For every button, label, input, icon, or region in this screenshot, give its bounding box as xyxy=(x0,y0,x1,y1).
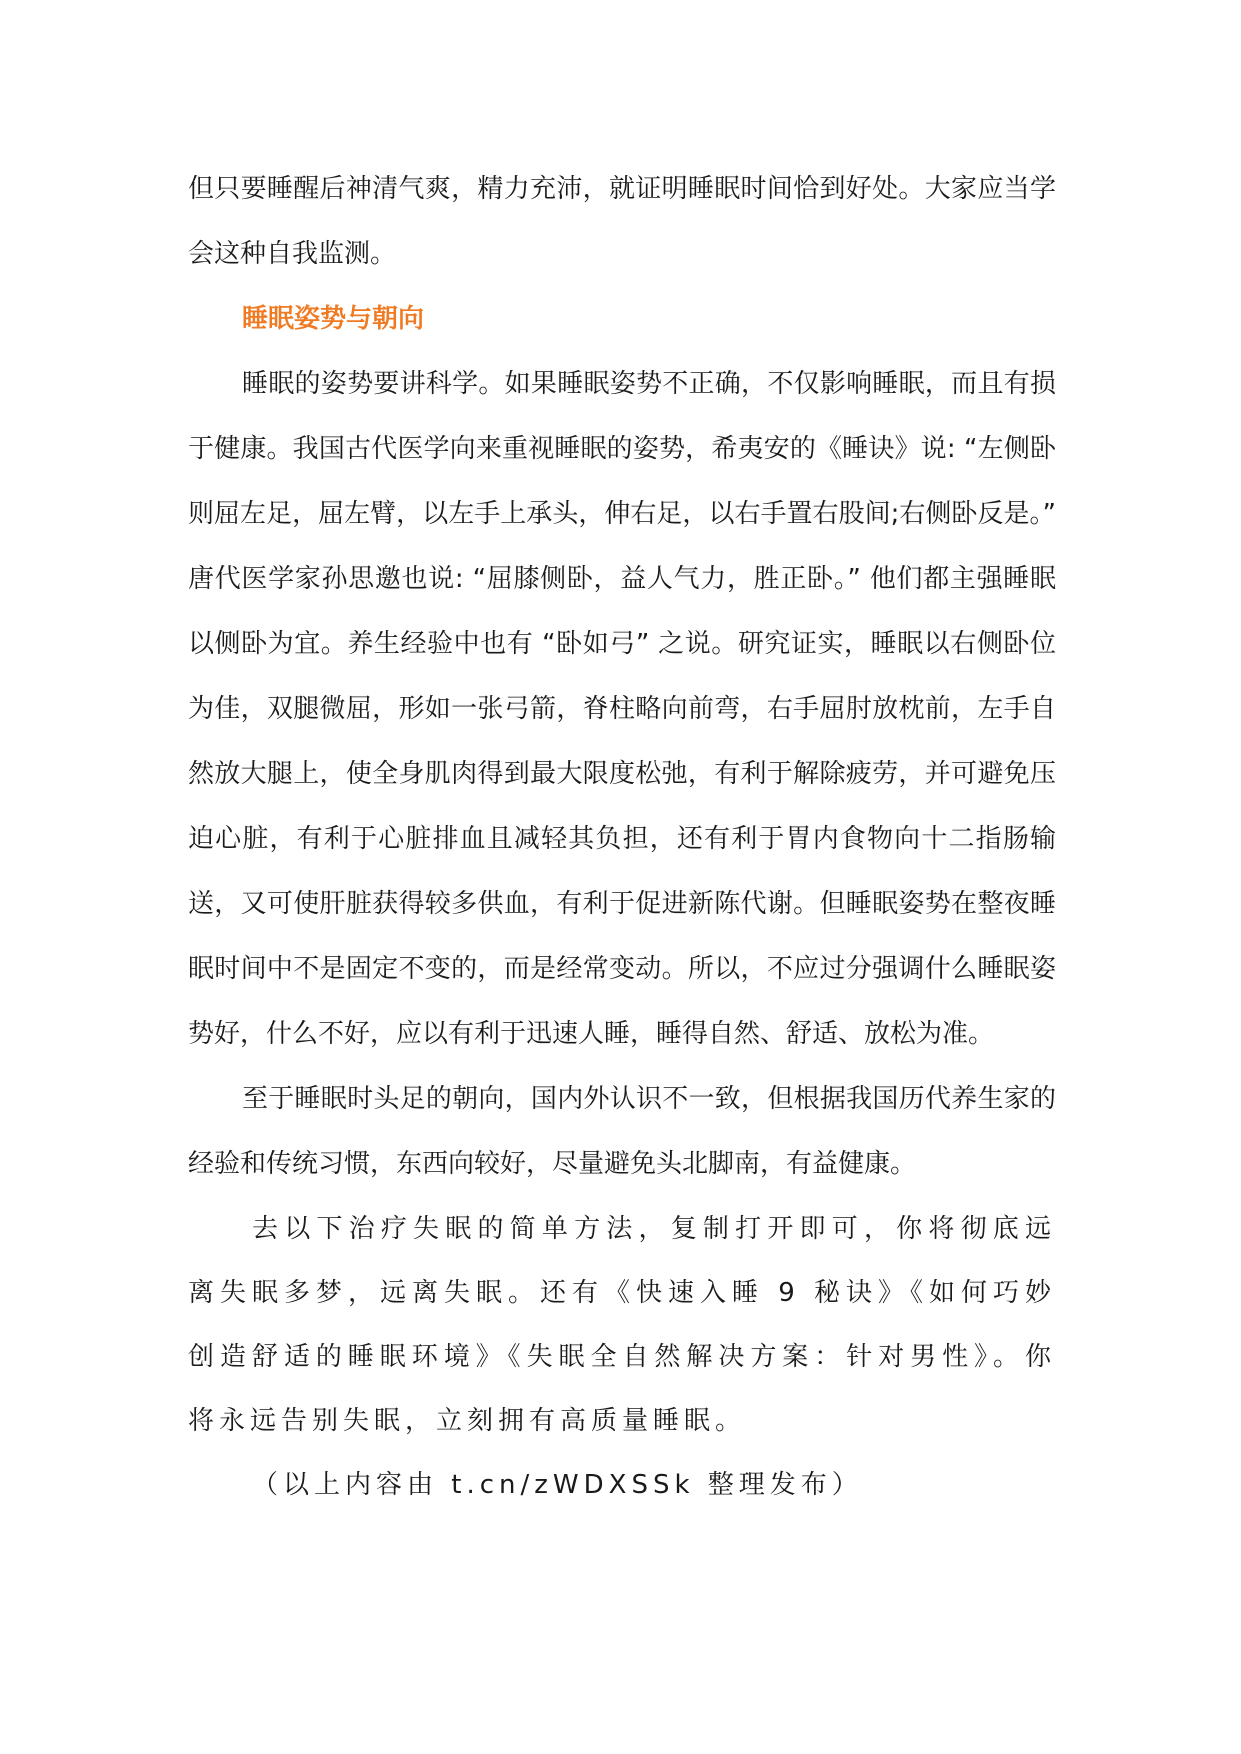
paragraph-continued: 但只要睡醒后神清气爽，精力充沛，就证明睡眠时间恰到好处。大家应当学会这种自我监测。 xyxy=(188,174,1056,269)
document-body xyxy=(188,157,1056,1517)
credit-line: （以上内容由 t.cn/zWDXSSk 整理发布） xyxy=(252,1470,863,1500)
paragraph-posture: 睡眠的姿势要讲科学。如果睡眠姿势不正确，不仅影响睡眠，而且有损于健康。我国古代医学向来重视睡眠的姿势，希夷安的《睡诀》说: “左侧卧则屈左足，屈左臂，以左手上承头，伸右足，以右手置右股间;右侧卧反是。” 唐代医学家孙思邀也说: “屈膝侧卧，益人气力，胜正卧。” 他们都主强睡眠以侧卧为宜。养生经验中也有 “卧如弓” 之说。研究证实，睡眠以右侧卧位为佳，双腿微屈，形如一张弓箭，脊柱略向前弯，右手屈肘放枕前，左手自然放大腿上，使全身肌肉得到最大限度松弛，有利于解除疲劳，并可避免压迫心脏，有利于心脏排血且减轻其负担，还有利于胃内食物向十二指肠输送，又可使肝脏获得较多供血，有利于促进新陈代谢。但睡眠姿势在整夜睡眠时间中不是固定不变的，而是经常变动。所以，不应过分强调什么睡眠姿势好，什么不好，应以有利于迅速人睡，睡得自然、舒适、放松为准。 xyxy=(188,369,1056,1049)
paragraph-orientation: 至于睡眠时头足的朝向，国内外认识不一致，但根据我国历代养生家的经验和传统习惯，东西向较好，尽量避免头北脚南，有益健康。 xyxy=(188,1084,1056,1179)
paragraph-promo: 去以下治疗失眠的简单方法，复制打开即可，你将彻底远离失眠多梦，远离失眠。还有《快速入睡 9 秘诀》《如何巧妙创造舒适的睡眠环境》《失眠全自然解决方案：针对男性》。你将永远告别失眠，立刻拥有高质量睡眠。 xyxy=(188,1214,1056,1436)
section-heading: 睡眠姿势与朝向 xyxy=(242,304,425,334)
